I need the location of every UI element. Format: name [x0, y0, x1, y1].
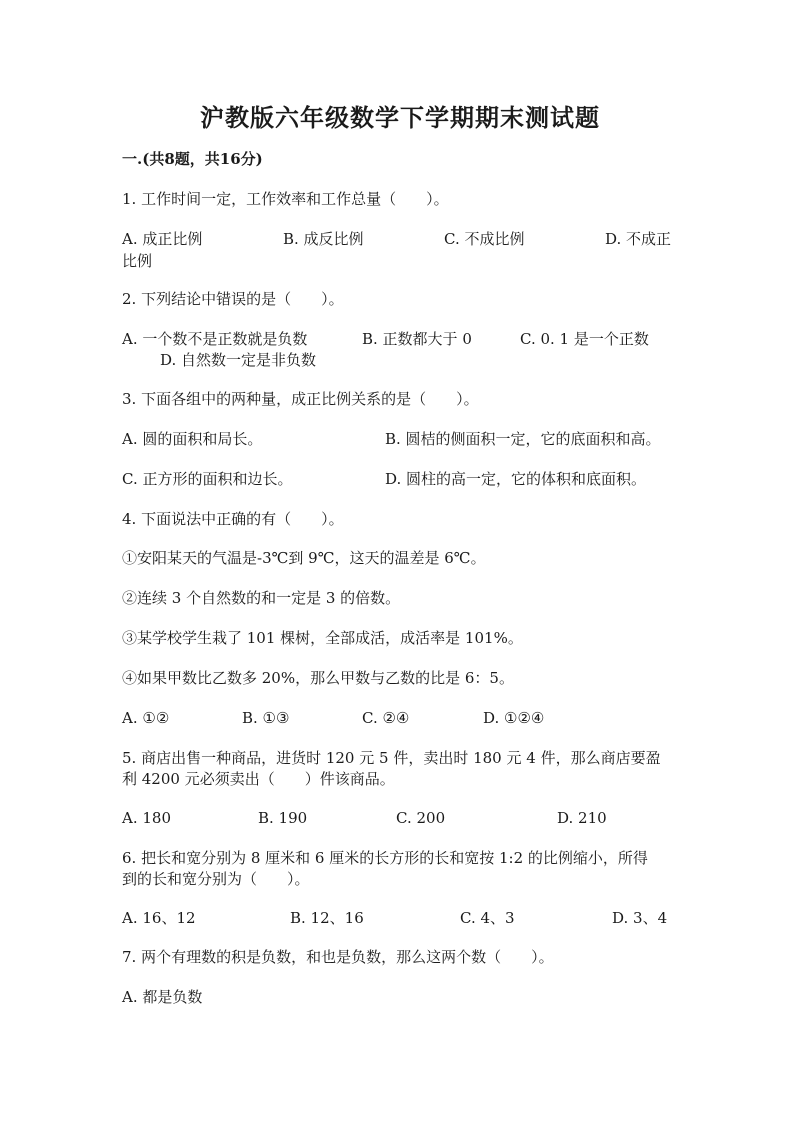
- question-3-option-b: B. 圆桔的侧面积一定，它的底面积和高。: [385, 430, 661, 448]
- question-6-option-b: B. 12、16: [290, 909, 364, 927]
- question-5-stem-cont: 利 4200 元必须卖出（ ）件该商品。: [122, 770, 395, 788]
- question-7-option-a: A. 都是负数: [122, 988, 203, 1006]
- question-4-option-a: A. ①②: [122, 709, 170, 727]
- question-3-stem: 3. 下面各组中的两种量，成正比例关系的是（ ）。: [122, 390, 479, 408]
- question-3-option-d: D. 圆柱的高一定，它的体积和底面积。: [385, 470, 647, 488]
- question-4-statement-3: ③某学校学生栽了 101 棵树，全部成活，成活率是 101%。: [122, 629, 523, 647]
- question-1-option-d: D. 不成正: [605, 230, 672, 248]
- question-6-stem: 6. 把长和宽分别为 8 厘米和 6 厘米的长方形的长和宽按 1:2 的比例缩小，所得: [122, 849, 648, 867]
- question-5-option-d: D. 210: [557, 809, 607, 827]
- question-5-option-a: A. 180: [122, 809, 171, 827]
- question-4-statement-2: ②连续 3 个自然数的和一定是 3 的倍数。: [122, 589, 401, 607]
- question-4-option-b: B. ①③: [242, 709, 290, 727]
- question-1-option-c: C. 不成比例: [444, 230, 525, 248]
- question-1-option-b: B. 成反比例: [283, 230, 364, 248]
- question-5-option-b: B. 190: [258, 809, 308, 827]
- section-heading: 一.(共8题，共16分): [122, 150, 263, 168]
- question-2-option-d: D. 自然数一定是非负数: [160, 351, 317, 369]
- question-2-option-b: B. 正数都大于 0: [362, 330, 472, 348]
- question-4-stem: 4. 下面说法中正确的有（ ）。: [122, 510, 344, 528]
- question-6-option-d: D. 3、4: [612, 909, 668, 927]
- question-3-option-a: A. 圆的面积和局长。: [122, 430, 263, 448]
- page-title: 沪教版六年级数学下学期期末测试题: [200, 103, 600, 132]
- question-4-option-c: C. ②④: [362, 709, 410, 727]
- question-1-option-a: A. 成正比例: [122, 230, 203, 248]
- question-4-statement-1: ①安阳某天的气温是-3℃到 9℃，这天的温差是 6℃。: [122, 549, 486, 567]
- question-6-stem-cont: 到的长和宽分别为（ ）。: [122, 870, 310, 888]
- question-3-option-c: C. 正方形的面积和边长。: [122, 470, 293, 488]
- question-5-stem: 5. 商店出售一种商品，进货时 120 元 5 件，卖出时 180 元 4 件，那么商店要盈: [122, 749, 661, 767]
- question-6-option-c: C. 4、3: [460, 909, 515, 927]
- question-4-statement-4: ④如果甲数比乙数多 20%，那么甲数与乙数的比是 6：5。: [122, 669, 514, 687]
- question-1-stem: 1. 工作时间一定，工作效率和工作总量（ ）。: [122, 190, 449, 208]
- question-1-option-d-cont: 比例: [122, 252, 153, 270]
- question-4-option-d: D. ①②④: [483, 709, 545, 727]
- question-2-option-a: A. 一个数不是正数就是负数: [122, 330, 308, 348]
- question-7-stem: 7. 两个有理数的积是负数，和也是负数，那么这两个数（ ）。: [122, 948, 554, 966]
- question-2-stem: 2. 下列结论中错误的是（ ）。: [122, 290, 344, 308]
- question-6-option-a: A. 16、12: [122, 909, 196, 927]
- question-5-option-c: C. 200: [396, 809, 446, 827]
- question-2-option-c: C. 0. 1 是一个正数: [520, 330, 649, 348]
